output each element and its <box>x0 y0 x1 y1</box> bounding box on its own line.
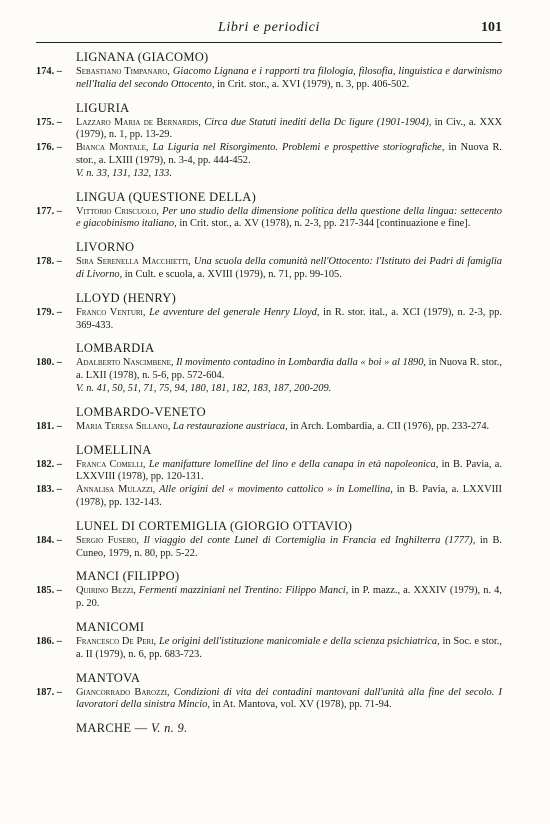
entry-citation: in Arch. Lombardia, a. CII (1976), pp. 233-274. <box>290 420 490 432</box>
bibliography-section <box>36 569 502 611</box>
entry-citation: in B. Pavia, a. LXXVIII (1978), pp. 120-131. <box>76 458 502 483</box>
running-title: Libri e periodici <box>218 20 320 35</box>
bibliography-section <box>36 519 502 561</box>
bibliography-entry <box>36 307 502 333</box>
bibliography-entry <box>36 687 502 713</box>
entry-number: 179. – <box>36 306 62 318</box>
bibliography-section <box>36 671 502 713</box>
entry-see-also: V. n. 33, 131, 132, 133. <box>76 167 172 179</box>
entry-see-also: V. n. 41, 50, 51, 71, 75, 94, 180, 181, 182, 183, 187, 200-209. <box>76 382 332 394</box>
entry-author: Quirino Bezzi, <box>76 585 136 597</box>
entry-title: Alle origini del « movimento cattolico » in Lomellina, <box>159 484 393 496</box>
entry-author: Franco Venturi, <box>76 306 146 318</box>
bibliography-section <box>36 291 502 333</box>
bibliography-entry <box>36 66 502 92</box>
bibliography-entry <box>36 585 502 611</box>
entry-citation: in P. mazz., a. XXXIV (1979), n. 4, p. 20. <box>76 585 502 610</box>
entry-author: Maria Teresa Sillano, <box>76 420 171 432</box>
cross-reference-target: V. n. 9. <box>150 721 188 736</box>
entry-title: Giacomo Lignana e i rapporti tra filologia, filosofia, linguistica e darwinismo nell'Italia del secondo Ottocento, <box>76 66 502 90</box>
entry-title: Fermenti mazziniani nel Trentino: Filippo Manci, <box>138 585 349 597</box>
entry-citation: in B. Cuneo, 1979, n. 80, pp. 5-22. <box>76 534 502 559</box>
cross-reference-label: MARCHE — <box>76 721 148 736</box>
bibliography-entry <box>36 357 502 395</box>
section-heading: LIGURIA <box>76 100 130 115</box>
entry-author: Bianca Montale, <box>76 142 149 154</box>
section-heading: LIVORNO <box>76 240 135 255</box>
entry-author: Lazzaro Maria de Bernardis, <box>76 116 201 128</box>
entry-citation: in Crit. stor., a. XVI (1979), n. 3, pp. 406-502. <box>217 78 410 90</box>
entry-citation: in Soc. e stor., a. II (1979), n. 6, pp. 683-723. <box>76 635 502 660</box>
section-heading: MANICOMI <box>76 619 145 634</box>
entry-citation: in Civ., a. XXX (1979), n. 1, pp. 13-29. <box>76 116 502 141</box>
entry-number: 180. – <box>36 357 62 369</box>
entry-author: Francesco De Peri, <box>76 635 157 647</box>
entry-title: Le manifatture lomelline del lino e della canapa in età napoleonica, <box>148 458 439 470</box>
cross-reference-line <box>36 721 502 736</box>
entry-title: Per uno studio della dimensione politica della questione della lingua: settecento e giacobinismo italiano, <box>76 205 502 230</box>
bibliography-section <box>36 101 502 181</box>
entry-title: Le origini dell'istituzione manicomiale e della scienza psichiatrica, <box>158 635 440 647</box>
bibliography-entry <box>36 459 502 485</box>
entry-citation: in Nuova R. stor., a. LXIII (1979), n. 3-4, pp. 444-452. <box>76 142 502 166</box>
bibliography-entry <box>36 636 502 662</box>
bibliography-entry <box>36 484 502 510</box>
entry-author: Annalisa Mulazzi, <box>76 484 156 496</box>
entry-title: Il viaggio del conte Lunel di Cortemiglia in Francia ed Inghilterra (1777), <box>143 534 476 546</box>
entry-number: 181. – <box>36 420 62 432</box>
entry-number: 178. – <box>36 256 62 268</box>
bibliography-section <box>36 405 502 434</box>
entry-title: Una scuola della comunità nell'Ottocento: l'Istituto dei Padri di famiglia di Livorno, <box>76 256 502 280</box>
entry-author: Adalberto Nascimbene, <box>76 357 174 369</box>
entry-title: Condizioni di vita dei contadini mantovani dall'unità alla fine del secolo. I lavoratori della sinistra Mincio, <box>76 686 502 711</box>
section-heading: LOMBARDIA <box>76 341 155 356</box>
entry-author: Sergio Fusero, <box>76 534 140 546</box>
entry-author: Vittorio Criscuolo, <box>76 205 160 217</box>
entry-number: 175. – <box>36 116 62 128</box>
section-heading: MANTOVA <box>76 670 141 685</box>
header-rule <box>36 42 502 43</box>
entry-citation: in Cult. e scuola, a. XVIII (1979), n. 71, pp. 99-105. <box>124 268 342 280</box>
bibliography-entry <box>36 117 502 143</box>
entry-number: 187. – <box>36 686 62 698</box>
bibliography-section <box>36 443 502 510</box>
bibliography-entry <box>36 535 502 561</box>
bibliography-entry <box>36 206 502 232</box>
entry-citation: in Crit. stor., a. XV (1978), n. 2-3, pp. 217-344 [continuazione e fine]. <box>179 218 471 230</box>
bibliography-section <box>36 341 502 395</box>
bibliography-section <box>36 190 502 232</box>
section-heading: LOMELLINA <box>76 442 152 457</box>
entry-number: 185. – <box>36 585 62 597</box>
entry-author: Franca Comelli, <box>76 458 146 470</box>
bibliography-section <box>36 240 502 282</box>
bibliography-section <box>36 50 502 92</box>
bibliography-section <box>36 620 502 662</box>
bibliography-entry <box>36 421 502 434</box>
entry-citation: in At. Mantova, vol. XV (1978), pp. 71-94. <box>212 699 392 711</box>
entry-citation: in B. Pavia, a. LXXVIII (1978), pp. 132-143. <box>76 484 502 508</box>
entry-number: 174. – <box>36 66 62 77</box>
entry-title: Circa due Statuti inediti della Dc ligure (1901-1904), <box>204 116 432 128</box>
entry-author: Giancorrado Barozzi, <box>76 686 170 698</box>
entry-title: Le avventure del generale Henry Lloyd, <box>149 306 320 318</box>
entry-number: 184. – <box>36 534 62 546</box>
entry-title: Il movimento contadino in Lombardia dalla « boi » al 1890, <box>176 357 427 369</box>
entry-citation: in R. stor. ital., a. XCI (1979), n. 2-3, pp. 369-433. <box>76 306 502 331</box>
section-heading: LUNEL DI CORTEMIGLIA (GIORGIO OTTAVIO) <box>76 518 353 533</box>
bibliography-entry <box>36 142 502 180</box>
section-heading: MANCI (FILIPPO) <box>76 569 180 584</box>
bibliography-entry <box>36 256 502 282</box>
section-heading: LIGNANA (GIACOMO) <box>76 50 209 64</box>
section-heading: LOMBARDO-VENETO <box>76 404 206 419</box>
entry-number: 177. – <box>36 205 62 217</box>
entry-number: 182. – <box>36 458 62 470</box>
entry-title: La Liguria nel Risorgimento. Problemi e prospettive storiografiche, <box>152 142 445 154</box>
section-heading: LINGUA (QUESTIONE DELLA) <box>76 189 257 204</box>
running-header <box>36 20 502 42</box>
entry-number: 186. – <box>36 635 62 647</box>
entry-citation: in Nuova R. stor., a. LXII (1978), n. 5-6, pp. 572-604. <box>76 357 502 382</box>
entry-title: La restaurazione austriaca, <box>172 420 288 432</box>
section-heading: LLOYD (HENRY) <box>76 290 177 305</box>
entry-author: Sira Serenella Macchietti, <box>76 256 191 268</box>
bibliography-content <box>36 50 502 736</box>
entry-number: 176. – <box>36 142 62 154</box>
entry-number: 183. – <box>36 484 62 496</box>
entry-author: Sebastiano Timpanaro, <box>76 66 170 77</box>
page-number: 101 <box>481 20 502 35</box>
